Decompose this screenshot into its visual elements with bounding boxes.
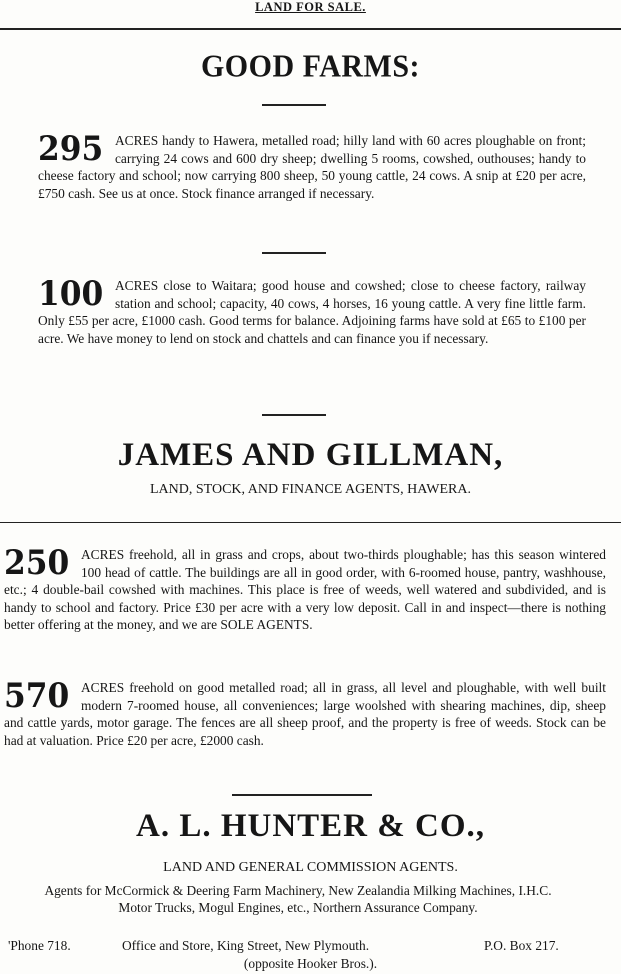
agent-subtitle: LAND, STOCK, AND FINANCE AGENTS, HAWERA.	[149, 482, 471, 497]
divider	[262, 414, 326, 416]
page-header: LAND FOR SALE.	[255, 0, 366, 14]
divider	[262, 104, 326, 106]
ad-number: 100	[38, 274, 104, 314]
agents-for-text: Agents for McCormick & Deering Farm Machinery, New Zealandia Milking Machines, I.H.C. Motor Trucks, Mogul Engines, etc., Northern Assurance Company.	[44, 883, 552, 915]
ad-number: 570	[4, 676, 70, 716]
phone-number: 'Phone 718.	[8, 938, 71, 953]
section-heading: GOOD FARMS:	[200, 49, 421, 84]
ad-text: ACRES close to Waitara; good house and cowshed; close to cheese factory, railway station and school; capacity, 40 cows, 4 horses, 16 young cattle. A very fine little farm. Only £55 per acre, £1000 cash. Good terms for balance. Adjoining farms have sold at £65 to £100 per acre. We have money to lend on stock and chattels and can finance you if necessary.	[38, 278, 586, 346]
divider	[262, 252, 326, 254]
ad-number: 295	[38, 129, 104, 169]
ad-250-acres	[4, 543, 606, 634]
ad-text: ACRES freehold, all in grass and crops, about two-thirds ploughable; has this season wintered 100 head of cattle. The buildings are all in good order, with 6-roomed house, pantry, washhouse, etc.; 4 double-bail cowshed with machines. This place is free of weeds, well watered and subdivided, and is handy to school and factory. Price £30 per acre with a very low deposit. Call in and inspect—there is nothing better offering at the money, and we are SOLE AGENTS.	[4, 547, 606, 632]
ad-295-acres	[38, 129, 586, 202]
ad-100-acres	[38, 274, 586, 347]
ad-number: 250	[4, 543, 70, 583]
opposite-note: (opposite Hooker Bros.).	[243, 956, 378, 971]
po-box: P.O. Box 217.	[484, 938, 559, 953]
ad-570-acres	[4, 676, 606, 749]
divider	[232, 794, 372, 796]
agent-subtitle: LAND AND GENERAL COMMISSION AGENTS.	[163, 860, 458, 875]
section-rule	[0, 522, 621, 523]
agent-name: JAMES AND GILLMAN,	[117, 437, 504, 473]
header-rule	[0, 28, 621, 30]
ad-text: ACRES freehold on good metalled road; all in grass, all level and ploughable, with well built modern 7-roomed house, all conveniences; large woolshed with shearing machines, dip, sheep and cattle yards, motor garage. The fences are all sheep proof, and the property is free of weeds. Stock can be had at valuation. Price £20 per acre, £2000 cash.	[4, 680, 606, 748]
office-address: Office and Store, King Street, New Plymouth.	[122, 938, 370, 953]
agent-name: A. L. HUNTER & CO.,	[135, 808, 486, 844]
ad-text: ACRES handy to Hawera, metalled road; hilly land with 60 acres ploughable on front; carrying 24 cows and 600 dry sheep; dwelling 5 rooms, cowshed, outhouses; handy to cheese factory and school; now carrying 800 sheep, 50 young cattle, 24 cows. A snip at £20 per acre, £750 cash. See us at once. Stock finance arranged if necessary.	[38, 133, 586, 201]
